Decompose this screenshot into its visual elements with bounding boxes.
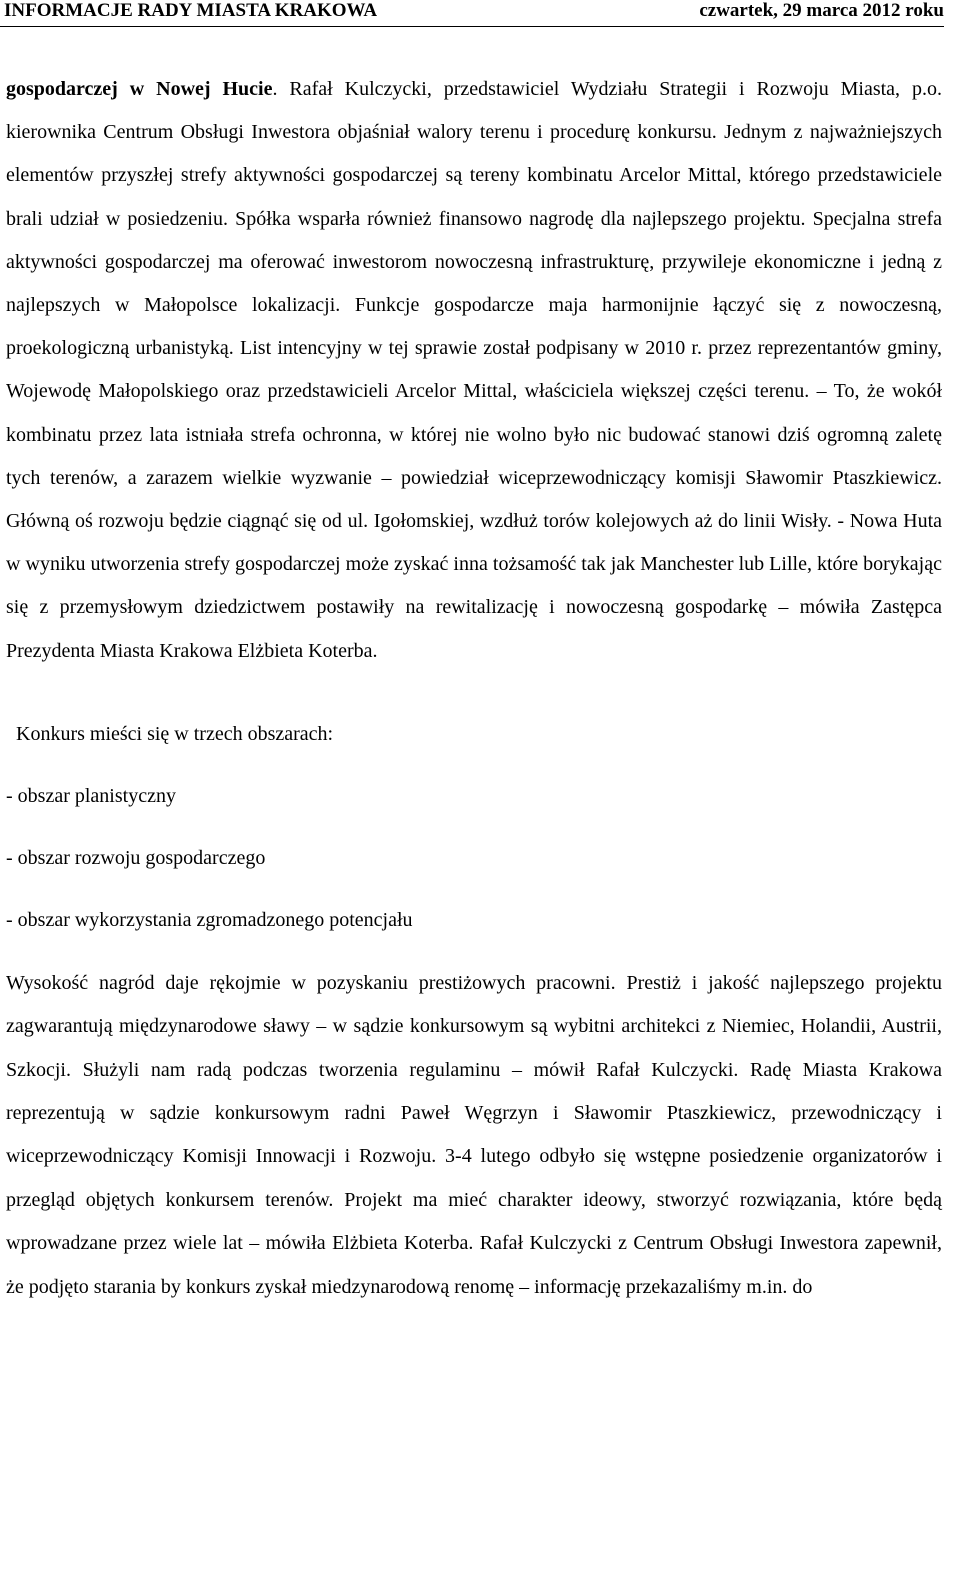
paragraph-1 (6, 68, 942, 673)
list-item: - obszar wykorzystania zgromadzonego potencjału (6, 908, 413, 931)
page-header (0, 0, 944, 27)
list-item: - obszar planistyczny (6, 784, 176, 807)
header-title: INFORMACJE RADY MIASTA KRAKOWA (4, 0, 378, 21)
document-body (6, 68, 942, 1309)
paragraph-1-text: . Rafał Kulczycki, przedstawiciel Wydziału Strategii i Rozwoju Miasta, p.o. kierownika Centrum Obsługi Inwestora objaśniał walory terenu i procedurę konkursu. Jednym z najważniejszych elementów przyszłej strefy aktywności gospodarczej są tereny kombinatu Arcelor Mittal, którego przedstawiciele brali udział w posiedzeniu. Spółka wsparła również finansowo nagrodę dla najlepszego projektu. Specjalna strefa aktywności gospodarczej ma oferować inwestorom nowoczesną infrastrukturę, przywileje ekonomiczne i jedną z najlepszych w Małopolsce lokalizacji. Funkcje gospodarcze maja harmonijnie łączyć się z nowoczesną, proekologiczną urbanistyką. List intencyjny w tej sprawie został podpisany w 2010 r. przez reprezentantów gminy, Wojewodę Małopolskiego oraz przedstawicieli Arcelor Mittal, właściciela większej części terenu. – To, że wokół kombinatu przez lata istniała strefa ochronna, w której nie wolno było nic budować stanowi dziś ogromną zaletę tych terenów, a zarazem wielkie wyzwanie – powiedział wiceprzewodniczący komisji Sławomir Ptaszkiewicz. Główną oś rozwoju będzie ciągnąć się od ul. Igołomskiej, wzdłuż torów kolejowych aż do linii Wisły. - Nowa Huta w wyniku utworzenia strefy gospodarczej może zyskać inna tożsamość tak jak Manchester lub Lille, które borykając się z przemysłowym dziedzictwem postawiły na rewitalizację i nowoczesną gospodarkę – mówiła Zastępca Prezydenta Miasta Krakowa Elżbieta Koterba. (6, 78, 942, 662)
header-date: czwartek, 29 marca 2012 roku (699, 0, 944, 21)
paragraph-1-bold-start: gospodarczej w Nowej Hucie (6, 78, 273, 100)
list-intro: Konkurs mieści się w trzech obszarach: (16, 722, 334, 745)
list-item: - obszar rozwoju gospodarczego (6, 846, 266, 869)
paragraph-2: Wysokość nagród daje rękojmie w pozyskaniu prestiżowych pracowni. Prestiż i jakość najlepszego projektu zagwarantują międzynarodowe sławy – w sądzie konkursowym są wybitni architekci z Niemiec, Holandii, Austrii, Szkocji. Służyli nam radą podczas tworzenia regulaminu – mówił Rafał Kulczycki. Radę Miasta Krakowa reprezentują w sądzie konkursowym radni Paweł Węgrzyn i Sławomir Ptaszkiewicz, przewodniczący i wiceprzewodniczący Komisji Innowacji i Rozwoju. 3-4 lutego odbyło się wstępne posiedzenie organizatorów i przegląd objętych konkursem terenów. Projekt ma mieć charakter ideowy, stworzyć rozwiązania, które będą wprowadzane przez wiele lat – mówiła Elżbieta Koterba. Rafał Kulczycki z Centrum Obsługi Inwestora zapewnił, że podjęto starania by konkurs zyskał miedzynarodową renomę – informację przekazaliśmy m.in. do (6, 971, 942, 1298)
